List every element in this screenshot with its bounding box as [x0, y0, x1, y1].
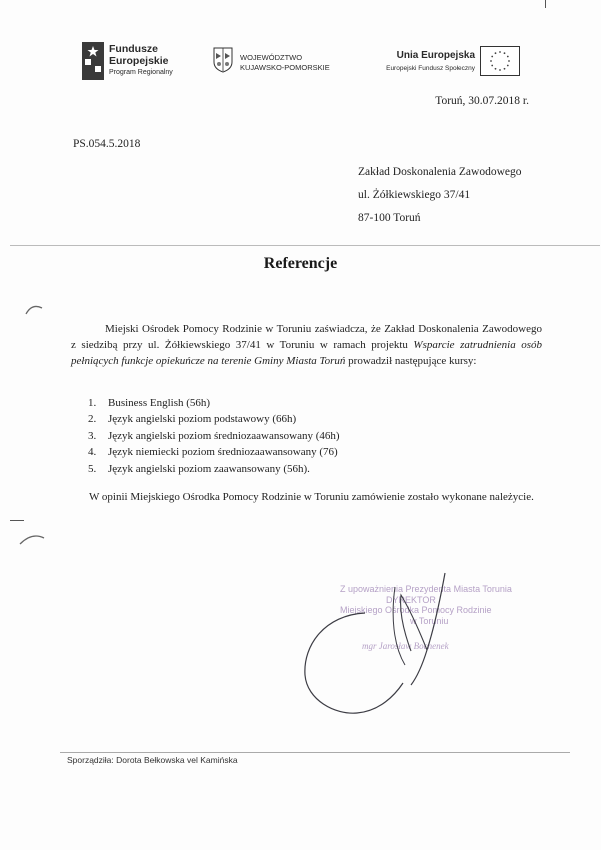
list-item	[88, 428, 340, 444]
scan-artifact	[10, 520, 24, 521]
region-crest-icon	[213, 47, 233, 73]
stamp-line1: Z upoważnienia Prezydenta Miasta Torunia	[340, 584, 512, 594]
handwritten-signature	[295, 565, 475, 725]
region-logo-line2: KUJAWSKO-POMORSKIE	[240, 63, 330, 72]
recipient-line3: 87-100 Toruń	[358, 212, 421, 224]
project-name: Wsparcie zatrudnienia osób pełniących funkcje opiekuńcze na terenie Gminy Miasta Toruń	[71, 339, 543, 367]
body-paragraph-1	[71, 321, 542, 369]
recipient-line1: Zakład Doskonalenia Zawodowego	[358, 166, 522, 178]
scan-fold-line	[10, 245, 600, 246]
paragraph1-text-after: prowadził następujące kursy:	[345, 355, 477, 367]
reference-number: PS.054.5.2018	[73, 138, 141, 150]
course-number: 2.	[88, 413, 97, 426]
recipient-line2: ul. Żółkiewskiego 37/41	[358, 189, 471, 201]
scan-artifact	[545, 0, 546, 8]
course-number: 3.	[88, 429, 97, 442]
course-name: Business English (56h)	[108, 397, 211, 409]
course-number: 4.	[88, 446, 97, 459]
course-name: Język niemiecki poziom średniozaawansowany (76)	[108, 446, 338, 459]
paragraph1-text-before: Miejski Ośrodek Pomocy Rodzinie w Toruniu zaświadcza, że Zakład Doskonalenia Zawodowego z siedzibą przy ul. Żółkiewskiego 37/41 w Toruniu w ramach projektu	[71, 323, 542, 351]
eu-logo-line2: Europejski Fundusz Społeczny	[386, 65, 475, 72]
region-logo-line1: WOJEWÓDZTWO	[240, 53, 303, 62]
course-name: Język angielski poziom zaawansowany (56h).	[108, 462, 310, 475]
stamp-line2: DYREKTOR	[386, 595, 436, 605]
eu-flag-icon	[480, 46, 520, 76]
course-number: 5.	[88, 462, 97, 475]
place-date: Toruń, 30.07.2018 r.	[435, 95, 529, 107]
course-name: Język angielski poziom średniozaawansowany (46h)	[108, 429, 340, 442]
stamp-line4: w Toruniu	[410, 616, 449, 626]
letter-title: Referencje	[263, 255, 338, 272]
course-number: 1.	[88, 397, 97, 409]
list-item	[88, 444, 340, 460]
eu-logo	[370, 46, 520, 82]
list-item	[88, 395, 340, 411]
eu-logo-line1: Unia Europejska	[396, 50, 475, 61]
fe-logo-line2: Europejskie	[109, 55, 169, 67]
fe-logo-line3: Program Regionalny	[109, 69, 173, 76]
scan-artifact-curve	[18, 532, 48, 546]
fundusze-europejskie-mark-icon	[82, 42, 104, 80]
scan-artifact-curve	[24, 302, 44, 316]
list-item	[88, 411, 340, 427]
stamp-line3: Miejskiego Ośrodka Pomocy Rodzinie	[340, 605, 492, 615]
list-item	[88, 461, 340, 477]
footer-divider	[60, 752, 570, 753]
fe-logo-line1: Fundusze	[109, 43, 158, 55]
body-paragraph-2: W opinii Miejskiego Ośrodka Pomocy Rodzinie w Toruniu zamówienie zostało wykonane należycie.	[89, 491, 534, 503]
stamp-line5: mgr Jarosław Bochenek	[362, 641, 449, 651]
prepared-by: Sporządziła: Dorota Bełkowska vel Kamińska	[67, 755, 238, 765]
course-list	[88, 395, 340, 477]
course-name: Język angielski poziom podstawowy (66h)	[108, 413, 297, 426]
